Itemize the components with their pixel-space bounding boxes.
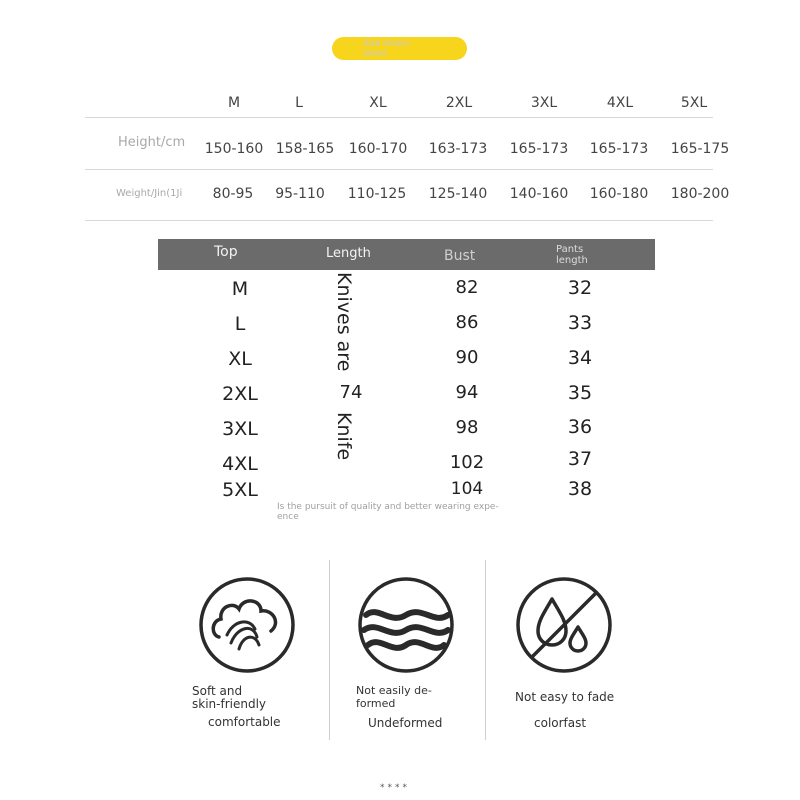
size-recommend-label: Size recom- mend [363, 38, 412, 58]
feature-divider [485, 560, 486, 740]
pants-value: 37 [567, 448, 593, 470]
table-bottom-divider [85, 220, 713, 221]
feature-label: Soft and skin-friendly [192, 684, 267, 711]
size-label: L [234, 313, 246, 335]
feature-sublabel: comfortable [208, 715, 281, 729]
wave-icon [356, 575, 456, 675]
table-cell: 165-173 [509, 141, 569, 157]
size-header: 3XL [530, 95, 558, 111]
top-header: Top [214, 244, 238, 260]
size-label: XL [228, 348, 252, 370]
footer-dots: **** [380, 783, 410, 793]
table-cell: 95-110 [275, 186, 325, 202]
table-cell: 140-160 [509, 186, 569, 202]
pants-length-header: Pants length [556, 244, 588, 266]
table-cell: 125-140 [428, 186, 488, 202]
size-label: 2XL [222, 383, 258, 405]
feature-label: Not easy to fade [515, 690, 615, 704]
table-cell: 180-200 [670, 186, 730, 202]
height-row-label: Height/cm [118, 135, 186, 150]
water-drop-icon [514, 575, 614, 675]
size-header: 5XL [680, 95, 708, 111]
table-cell: 160-170 [348, 141, 408, 157]
table-cell: 165-175 [670, 141, 730, 157]
table-cell: 150-160 [204, 141, 264, 157]
bust-value: 86 [455, 312, 479, 333]
bust-header: Bust [444, 248, 476, 264]
length-header: Length [326, 246, 371, 261]
size-header: 2XL [445, 95, 473, 111]
table-cell: 163-173 [428, 141, 488, 157]
size-header: 4XL [606, 95, 634, 111]
pants-value: 34 [567, 347, 593, 369]
size-header: M [227, 95, 241, 111]
table-middle-divider [85, 169, 713, 170]
bust-value: 90 [455, 347, 479, 368]
feature-label: Not easily de- formed [356, 684, 432, 710]
bust-value: 104 [450, 479, 484, 499]
feature-sublabel: colorfast [534, 716, 587, 730]
table-cell: 80-95 [212, 186, 254, 202]
table-cell: 158-165 [275, 141, 335, 157]
weight-row-label: Weight/Jin(1Ji [116, 188, 183, 199]
size-label: 4XL [222, 453, 258, 475]
bust-value: 82 [455, 277, 479, 298]
quality-caption: Is the pursuit of quality and better wearing expe- ence [277, 502, 499, 522]
cloud-icon [197, 575, 297, 675]
pants-value: 38 [567, 478, 593, 500]
pants-value: 36 [567, 416, 593, 438]
table-cell: 160-180 [589, 186, 649, 202]
length-vertical-text: Knife [333, 412, 355, 461]
table-cell: 165-173 [589, 141, 649, 157]
size-label: 3XL [222, 418, 258, 440]
size-header: L [295, 95, 303, 111]
pants-value: 32 [567, 277, 593, 299]
length-vertical-text: Knives are [333, 272, 355, 372]
pants-value: 35 [567, 382, 593, 404]
feature-divider [329, 560, 330, 740]
pants-value: 33 [567, 312, 593, 334]
bust-value: 102 [449, 452, 485, 473]
table-cell: 110-125 [347, 186, 407, 202]
feature-sublabel: Undeformed [368, 716, 443, 730]
bust-value: 94 [455, 382, 479, 403]
size-header: XL [369, 95, 387, 111]
size-label: M [231, 278, 249, 300]
size-label: 5XL [222, 479, 258, 501]
table-top-divider [85, 117, 713, 118]
bust-value: 98 [455, 417, 479, 438]
length-value: 74 [339, 382, 363, 403]
